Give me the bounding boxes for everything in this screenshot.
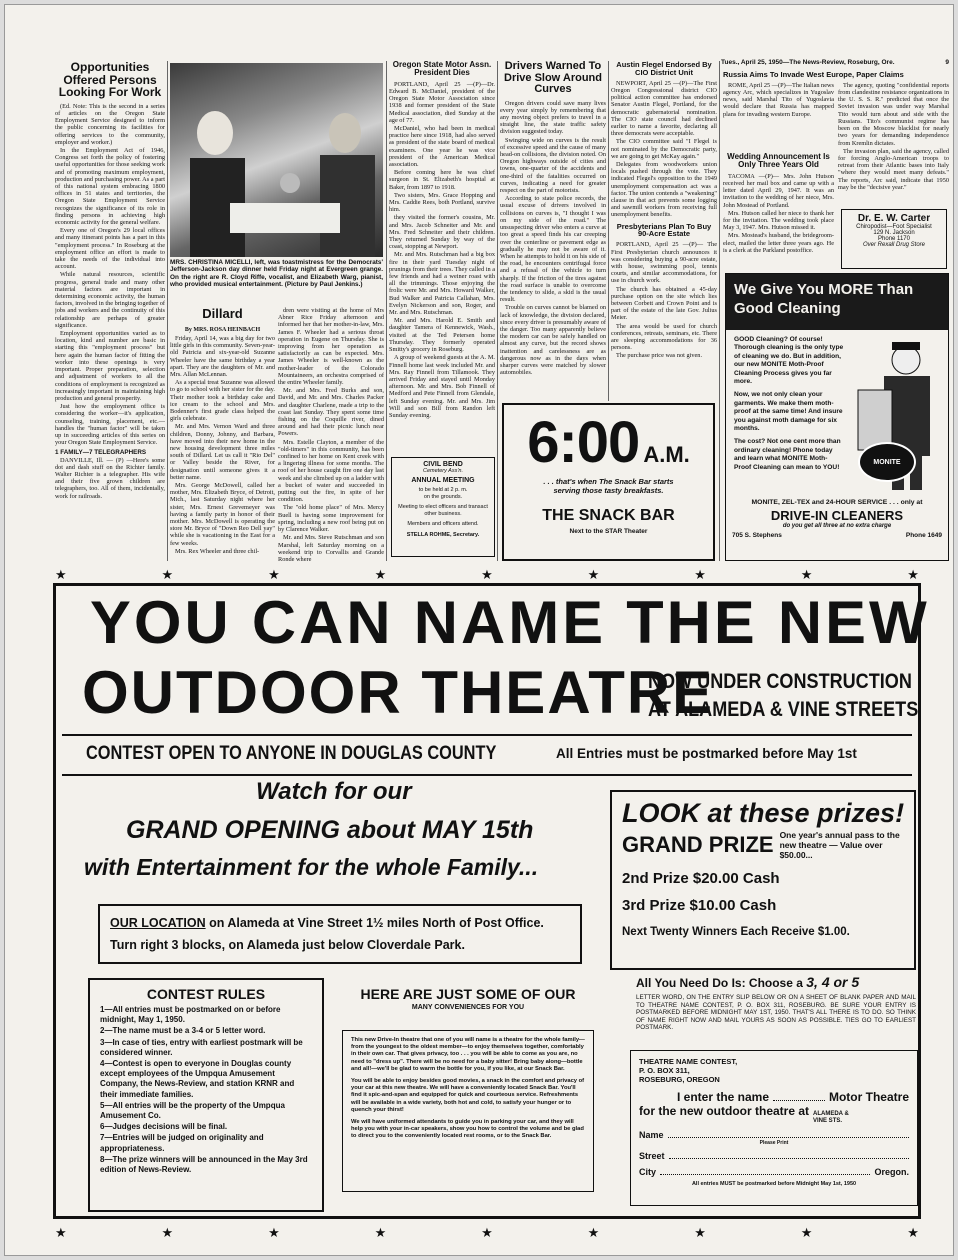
street-input[interactable] [669,1150,909,1159]
name-input[interactable] [668,1129,909,1138]
paragraph: A group of weekend guests at the A. M. Finnell home last week included Mr. and Mrs. Ray Finnell from Tillamook. They arrived Friday and stayed until Monday afternoon. Mr. and Mrs. Bob Finnell of Medford and Pete Finnell from Glendale, left Sunday evening. Mr. and Mrs. Jim Will and son Bill from Randon left Sunday evening. [389,354,495,419]
carter-name: Dr. E. W. Carter [857,213,931,224]
cleaners-address: 705 S. Stephens [732,532,782,539]
city-label: City [639,1167,657,1177]
page-number: 9 [945,59,949,66]
cleaners-headline: We Give You MORE Than Good Cleaning [734,281,914,317]
carter-l2: 129 N. Jackson [873,230,915,236]
motor-theatre-label: Motor Theatre [828,1090,909,1104]
rule-item: 7—Entries will be judged on originality and appropriateness. [100,1133,264,1153]
paragraph: Mr. and Mrs. Rutschman had a big box fire in their yard Tuesday night of prunings from their trees. They called in a few friends and had a weiner roast with all the trimmings. Those enjoying the frolic were Mr. and Mrs. Howard Walker, Bud Walker and Patricia Callahan, Mrs. Evelyn Nickerson and son, Roger, and Mr. and Mrs. Rutschman. [389,251,495,317]
enter-label: I enter the name [677,1090,770,1104]
paragraph: In the Employment Act of 1946, Congress set forth the policy of fostering useful opportunities for those seeking work and of promoting maximum employment, production and purchasing power. As a part of this national system embracing 1800 offices in 51 states and territories, the Oregon State Employment Service recognizes the significance of its role in finding persons in achieving high economic activity for the general welfare. [55,147,165,227]
paragraph: Before coming here he was chief surgeon in St. Elizabeth's hospital at Baker, from 1897 to 1918. [389,169,495,191]
paragraph: The area would be used for church conferences, retreats, seminars, etc. There are sleeping accommodations for 36 persons. [611,322,717,352]
conv-p3: We will have uniformed attendants to guide you in parking your car, and they will help you with your in-car speakers, show you how to control the volume and be glad to direct you to the conveniently located rest rooms, or to the Snack Bar. [351,1119,584,1140]
grand-prize: GRAND PRIZE [622,832,774,857]
grand-opening: GRAND OPENING about MAY 15th [126,816,534,844]
russia-article-b [838,82,949,192]
oregon-label: Oregon. [874,1167,909,1177]
prizes-box [610,790,916,970]
rule-item: 1—All entries must be postmarked on or before midnight, May 1, 1950. [100,1005,281,1025]
star-icon: ★ [907,1225,919,1240]
russia-article-a [723,82,834,154]
star-icon: ★ [694,567,706,582]
carter-l3: Phone 1170 [878,236,910,242]
paragraph: (Ed. Note: This is the second in a series of articles on the Oregon State Employment Service designed to inform the public concerning its facilities for offering services to the community, employer and worker.) [55,102,165,146]
location-text: on Alameda at Vine Street 1½ miles North of Post Office. Turn right 3 blocks, on Alameda just below Cloverdale Park. [110,916,544,952]
drivers-article [500,100,606,377]
wedding-article [723,173,834,254]
cleaners-services: MONITE, ZEL-TEX and 24-HOUR SERVICE . . . only at [751,499,923,506]
form-addr3: ROSEBURG, OREGON [639,1075,720,1084]
theatre-contest-ad [53,583,930,1219]
need-heading [636,974,859,990]
rules-list [100,1005,312,1175]
name-label: Name [639,1130,664,1140]
brief-headline: 1 FAMILY—7 TELEGRAPHERS [55,449,147,457]
paragraph: The "old home place" of Mrs. Mercy Buell is having some improvement for spring, including a new roof being put on by Clarence Walker. [278,504,384,534]
entries-deadline: All Entries must be postmarked before May 1st [556,746,857,761]
dillard-column-b [278,307,384,561]
star-icon: ★ [587,1225,600,1240]
civil-bend-l1: to be held at 2 p. m. [418,487,468,493]
paragraph: Mr. and Mrs. Fred Burks and son, David, and Mr. and Mrs. Charles Packer and daughter Charlene, made a trip to the coast last Sunday. They spent some time fishing on the Coquille river, dined around and had their picnic lunch near Powers. [278,387,384,438]
please-print: Please Print [759,1140,789,1146]
paragraph: While natural resources, scientific progress, general trade and many other material factors are important in determining economic activity, the human factors, involved in the bringing together of jobs and workers and the continuity of this relationship are perhaps of greater significance. [55,271,165,329]
entertainment: with Entertainment for the whole Family... [84,854,539,880]
paragraph: Swinging wide on curves is the result of excessive speed and the cause of many head-on collisions, the division noted. On Oregon highways outside of cities and towns, one-quarter of the accidents and one-third of the fatalities occurred on curves, indicating a need for greater respect on the part of motorists. [500,136,606,195]
star-icon: ★ [481,567,493,582]
theatre-name-input[interactable] [773,1092,825,1101]
paragraph: ROME, April 25 —(P)—The Italian news agency Arc, which specializes in Yugoslav news, said Marshal Tito of Yugoslavia would declare that Russia has mapped plans for invading western Europe. [723,81,834,118]
headline-drivers: Drivers Warned To Drive Slow Around Curves [504,61,602,96]
headline-dillard: Dillard [202,306,243,321]
headline-motor: Oregon State Motor Assn. President Dies [392,61,492,78]
cleaners-tag: do you get all three at no extra charge [782,523,892,529]
column-drivers [500,61,606,401]
paragraph: The invasion plan, said the agency, called for forcing Anglo-American troops to retreat from their Atlantic bases into Italy "where they would meet many defeats." The reports, Arc said, indicate that 1950 may be the "decisive year." [838,147,949,191]
civil-bend-sub: Cemetery Ass'n. [423,468,463,474]
civil-bend-title: CIVIL BEND [423,461,463,468]
snack-bar-ad [502,403,715,561]
paragraph: Just how the employment office is considering the worker—it's application, counseling, training, placement, etc.—handles the "human factor" will be taken up in succeeding articles of this series on your Oregon State Employment Service. [55,403,165,447]
star-icon: ★ [694,1225,706,1240]
for-new-label: for the new outdoor theatre at [639,1104,810,1118]
carter-l1: Chiropodist—Foot Specialist [856,224,932,230]
paragraph: Mrs. Estelle Clayton, a member of the "old-timers" in this community, has been confined to her home on Kent creek with a lingering illness for some months. The roof of her house caught fire one day last week and she climbed up on a ladder with a bucket of water and succeeded in putting out the fire, in spite of her condition. [278,438,384,504]
paragraph: The church has obtained a 45-day purchase option on the site which lies between Corbett and Crown Point and is part of the estate of the late Gov. Julius Meier. [611,285,717,322]
need-nums: 3, 4 or 5 [806,974,860,990]
civil-bend-notice [391,457,495,557]
star-icon: ★ [374,1225,387,1240]
rules-box [88,978,324,1212]
location-label: OUR LOCATION [110,916,206,930]
under-construction: NOW UNDER CONSTRUCTION [648,670,912,693]
next-twenty: Next Twenty Winners Each Receive $1.00. [622,926,850,938]
masthead-line: Tues., April 25, 1950—The News-Review, Roseburg, Ore. [721,59,895,66]
paragraph: Employment opportunities varied as to location, kind and number are basic in starting this "employment process" but here again the human factor of fitting the worker into these openings is very important. Proper preparation, selection and adjustment of workers to all the conditions of employment is recognized as increasingly important in maintaining high production and general prosperity. [55,330,165,402]
star-icon: ★ [268,567,280,582]
location-box [98,904,582,964]
city-input[interactable] [660,1166,870,1175]
paragraph: TACOMA —(P)— Mrs. John Hutson received her mail box and came up with a letter dated April 29, 1947. It was an invitation to the wedding of her niece, Mrs. John Mostead of Portland. [723,172,834,209]
headline-wedding: Wedding Announcement Is Only Three Years Old [727,153,830,170]
conv-p1: This new Drive-In theatre that one of you will name is a theatre for the whole family—from the youngest to the oldest member—to enjoy themselves together, comfortably in their own car. That gives privacy, too . . . you will be able to come as you are, no need to "dress up". There will be no need for a baby sitter! Bring baby along—bottle and all!—we'll be glad to warm the bottle for you, if you like, at our Snack Bar. [351,1037,585,1072]
headline-fiegel: Austin Flegel Endorsed By CIO District Unit [616,61,712,77]
conveniences-title: HERE ARE JUST SOME OF OUR [360,986,576,1002]
photo-caption: MRS. CHRISTINA MICELLI, left, was toastmistress for the Democrats' Jefferson-Jackson day dinner held Friday night at Evergreen grange. On the right are R. Cloyd Riffe, vocalist, and Elizabeth Warg, pianist, who provided musical entertainment. (Picture by Paul Jenkins.) [170,259,383,289]
conveniences-sub: MANY CONVENIENCES FOR YOU [411,1004,525,1011]
paragraph: Mr. and Mrs. Steve Rutschman and son Marshal, left Saturday morning on a weekend trip to Corvallis and Grande Ronde where [278,534,384,561]
carter-card [841,209,947,269]
need-body: LETTER WORD, ON THE ENTRY SLIP BELOW OR ON A SHEET OF BLANK PAPER AND MAIL TO THEATRE NAME CONTEST, P. O. BOX 311, ROSEBURG. BE SURE YOUR ENTRY IS POSTMARKED BEFORE MIDNIGHT MAY 1ST, 1950. THAT'S ALL THERE IS TO DO. SO THINK OF NAME RIGHT NOW AND MAIL YOURS AS SOON AS POSSIBLE. TIES GO TO EARLIEST POSTMARK. [636,994,916,1032]
form-addr2: P. O. BOX 311, [639,1066,690,1075]
paragraph: As a special treat Suzanne was allowed to go to school with her sister for the day. Their mother took a birthday cake and ice cream to the school and Mrs. Bodenner's first grade class helped the girls celebrate. [170,379,275,423]
snack-name: THE SNACK BAR [542,507,675,524]
newspaper-page [4,4,954,1256]
paragraph: Mr. and Mrs. Vernon Ward and three children, Donny, Johnny, and Barbara, have moved into their new home in the new housing development three miles south of Dillard. Let us call it "Rio Del" or Valley beside the River, for designation until someone gives it a better name. [170,423,275,481]
dillard-column-a [170,335,275,561]
paragraph: dren were visiting at the home of Mrs Abner Rice Friday afternoon and informed her that her mother-in-law, Mrs. James F. Wheeler had a serious throat operation in Eugene on Thursday. She is improving from her operation as satisfactorily as can be expected. Mrs. James Wheeler is well-known as the mother-leader of the Colorado Mountaineers, an orchestra comprised of the entire Wheeler family. [278,307,384,387]
monite-badge: MONITE [858,442,916,482]
paragraph: Two sisters, Mrs. Grace Hopping and Mrs. Caddie Rees, both Portland, survive him. [389,191,495,214]
rule-item: 6—Judges decisions will be final. [100,1122,228,1132]
conveniences-box [342,1030,594,1192]
snack-near: Next to the STAR Theater [569,528,648,535]
carter-l4: Over Rexall Drug Store [862,242,926,248]
second-prize: 2nd Prize $20.00 Cash [622,870,780,887]
rule-item: 3—In case of ties, entry with earliest postmark will be considered winner. [100,1037,303,1057]
headline-opportunities: Opportunities Offered Persons Looking For Work [58,61,162,100]
street-label: Street [639,1151,665,1161]
column-motor [389,61,495,451]
cleaners-body3: The cost? Not one cent more than ordinary cleaning! Phone today and learn what MONITE Moth-Proof Cleaning can mean to YOU! [734,438,841,471]
paragraph: PORTLAND, April 25 —(P)— The First Presbyterian church announces it was considering buying a 90-acre estate, with house, swimming pool, tennis courts, and similar accommodations, for use in church work. [611,241,717,285]
column-wedding [723,153,834,269]
photo-image [170,63,383,257]
paragraph: Friday, April 14, was a big day for two little girls in this community. Seven-year-old Patricia and six-year-old Suzanne Wheeler have the same birthday a year apart. They are the daughters of Mr. and Mrs. Allan McLennan. [170,335,275,379]
construction-location: AT ALAMEDA & VINE STREETS [648,698,919,721]
civil-bend-meeting: ANNUAL MEETING [411,477,475,484]
star-icon: ★ [374,567,387,582]
entry-form[interactable] [630,1050,918,1206]
cleaners-ad [725,273,949,561]
snack-ampm: A.M. [643,442,690,467]
star-icon: ★ [161,1225,174,1240]
paragraph: Mr. and Mrs. Harold E. Smith and daughter Tamera of Kennewick, Wash., visited at the Ted Petersen home Thursday. They formerly operated Smitty's grocery in Roseburg. [389,317,495,354]
rule-item: 5—All entries will be the property of the Umpqua Amusement Co. [100,1100,285,1121]
paragraph: The CIO committee said "I Flegel is not nominated by the Democratic party, we are going to get McKay again." [611,138,717,160]
cleaners-phone: Phone 1649 [905,532,942,539]
watch-for: Watch for our [256,778,412,805]
star-icon: ★ [481,1225,493,1240]
form-note: All entries MUST be postmarked before Midnight May 1st, 1950 [691,1181,857,1187]
star-icon: ★ [907,567,919,582]
masthead [721,59,949,66]
brief-text: DANVILLE, Ill. — (P) —Here's some dot and dash stuff on the Richter family. Walter Richter is a telegrapher. His wife and their five grown children are telegraphers, too. All of them, incidentally, work for railroads. [55,456,165,500]
paragraph: Mrs. Mostead's husband, the bridegroom-elect, mailed the letter three years ago. He is a clerk at the Parkland postoffice. [723,232,834,254]
civil-bend-sign: STELLA ROHME, Secretary. [406,532,480,538]
star-icon: ★ [587,567,600,582]
conv-p2: You will be able to enjoy besides good movies, a snack in the comfort and privacy of your car at this new theatre. We will have a conveniently located Snack Bar. You'll find it spic-and-span and equipped for quick and courteous service. Refreshments will be available in a wide variety, both hot and cold, to satisfy your hunger or to quench your thirst! [351,1078,585,1113]
paragraph: The agency, quoting "confidential reports from clandestine resistance organizations in the U. S. S. R." predicted that once the Soviet invasion was under way Marshal Tito would turn about and side with the Russians. Tito's communist regime has been on the Moscow blacklist for nearly two years for demanding independence from Kremlin dictates. [838,81,949,147]
star-icon: ★ [55,1225,67,1240]
star-icon: ★ [800,567,813,582]
snack-time: 6:00 [527,410,640,475]
paragraph: Trouble on curves cannot be blamed on lack of knowledge, the division declared, since every driver is presumably aware of the danger. Too many apparently believe the modern car can be safely handled on almost any curve, but the record shows inattention and carelessness are as dangerous now as in the days when sharper curves were matched by slower automobiles. [500,304,606,377]
snack-line1: . . . that's when The Snack Bar starts [543,477,674,486]
grand-prize-desc: One year's annual pass to the new theatre — Value over $50.00... [779,830,900,860]
cleaners-body2: Now, we not only clean your garments. We make them moth-proof at the same time! And insure you against moth damage for six months. [734,391,843,433]
paragraph: Mrs. George McDowell, called her mother, Mrs. Elizabeth Bryce, of Detroit, Mich., last Saturday night where her sister, Mrs. Ernest Grevemeyer was having a family party in honor of their mother. Mrs. McDowell is operating the store Mr. Bryce of "Down Reo Dell yay" while she is vacationing in the East for a few weeks. [170,482,275,547]
star-icon: ★ [161,567,174,582]
paragraph: Oregon drivers could save many lives every year simply by remembering that any moving object prefers to travel in a straight line, the state traffic safety division suggested today. [500,99,606,136]
paragraph: Delegates from woodworkers union locals pushed through the vote. They indicated Flegel's opposition to the 1949 unemployment compensation act was a factor. The union contends a "weakening" clause in that act prevents some logging and sawmill workers from receiving full unemployment benefits. [611,160,717,219]
ad-headline-2: OUTDOOR THEATRE [82,659,715,726]
paragraph: they visited the former's cousins, Mr. and Mrs. Jacob Schneiter and Mr. and Mrs. Fred Schneiter and their children. They returned Sunday by way of the coast, stopping at Newport. [389,214,495,251]
paragraph: The purchase price was not given. [616,352,703,360]
ad-headline-1: YOU CAN NAME THE NEW [90,589,930,656]
form-addr1: THEATRE NAME CONTEST, [639,1057,738,1066]
presbyterian-article [611,241,717,359]
dillard-byline: By MRS. ROSA HEINBACH [184,327,261,333]
paragraph: Every one of Oregon's 29 local offices and many itinerant points has a part in this "employment process." In Roseburg at the employment office an effort is made to take the needs of the individual into account. [55,227,165,271]
rule-item: 8—The prize winners will be announced in the May 3rd edition of News-Review. [100,1154,308,1175]
rules-title: CONTEST RULES [146,986,266,1002]
rule-item: 4—Contest is open to everyone in Douglas county except employees of the Umpqua Amusement Company, the News-Review, and station KRNR and their immediate families. [100,1059,295,1099]
star-icon: ★ [800,1225,813,1240]
paragraph: According to state police records, the usual excuse of drivers involved in collisions on curves is, "I thought I was on my side of the road." The unsuspecting driver who enters a curve at too great a speed finds his car creeping over the centerline or pavement edge as gradually he may not be aware of it. When he attempts to hold it on his side of the road, he encounters centrifugal force and a refusal of the vehicle to turn sharply. If the friction of the tires against the road surface is unable to overcome the tendency to slide, a skid is the usual result. [500,195,606,304]
paragraph: Mrs. Rex Wheeler and three chil- [175,547,260,555]
need-title: All You Need Do Is: Choose a [636,976,803,990]
paragraph: NEWPORT, April 25 —(P)—The First Oregon Congressional district CIO political action committee has endorsed Senator Austin Flegel, Portland, for the democratic gubernatorial nomination. The CIO state council had declined earlier to name a favorite, declaring all three democrats were acceptable. [611,79,717,138]
column-fiegel [611,61,717,401]
rule-item: 2—The name must be a 3-4 or 5 letter word. [100,1026,266,1036]
news-photo [170,63,383,257]
headline-presbyterians: Presbyterians Plan To Buy 90-Acre Estate [616,221,712,239]
star-border-bottom [55,1225,919,1241]
prizes-title: LOOK at these prizes! [622,798,905,828]
paragraph: Mrs. Hutson called her niece to thank her for the invitation. The wedding took place May 3, 1947. Mrs. Hutson missed it. [723,209,834,232]
column-employment [55,61,165,561]
cleaners-banner [726,274,948,330]
fiegel-article [611,80,717,219]
star-border-top [55,567,919,583]
alameda-label: ALAMEDA & VINE STS. [813,1111,849,1124]
contest-open: CONTEST OPEN TO ANYONE IN DOUGLAS COUNTY [86,743,497,764]
civil-bend-l2: on the grounds. [423,494,463,500]
civil-bend-l4: Members and officers attend. [407,521,479,527]
headline-russia: Russia Aims To Invade West Europe, Paper Claims [723,71,904,79]
cleaners-body: GOOD Cleaning? Of course! Thorough cleaning is the only type of cleaning we do. But in addition, our new MONITE Moth-Proof Cleaning Process gives you far more. [734,336,844,386]
cleaners-name: DRIVE-IN CLEANERS [770,508,904,523]
third-prize: 3rd Prize $10.00 Cash [622,897,777,914]
motor-article [389,81,495,419]
paragraph: McDaniel, who had been in medical practice here since 1918, had also served as president of the state board of medical examiners. One year he was vice president of the American Medical association. [389,125,495,169]
star-icon: ★ [55,567,67,582]
snack-line2: serving those tasty breakfasts. [553,486,664,495]
employment-article [55,103,165,447]
star-icon: ★ [268,1225,280,1240]
civil-bend-l3: Meeting to elect officers and transact other business. [398,504,488,517]
paragraph: PORTLAND, April 25 —(P)—Dr. Edward B. McDaniel, president of the Oregon State Motor Association since 1938 and former president of the State Medical association, died Sunday at the age of 77. [389,80,495,124]
